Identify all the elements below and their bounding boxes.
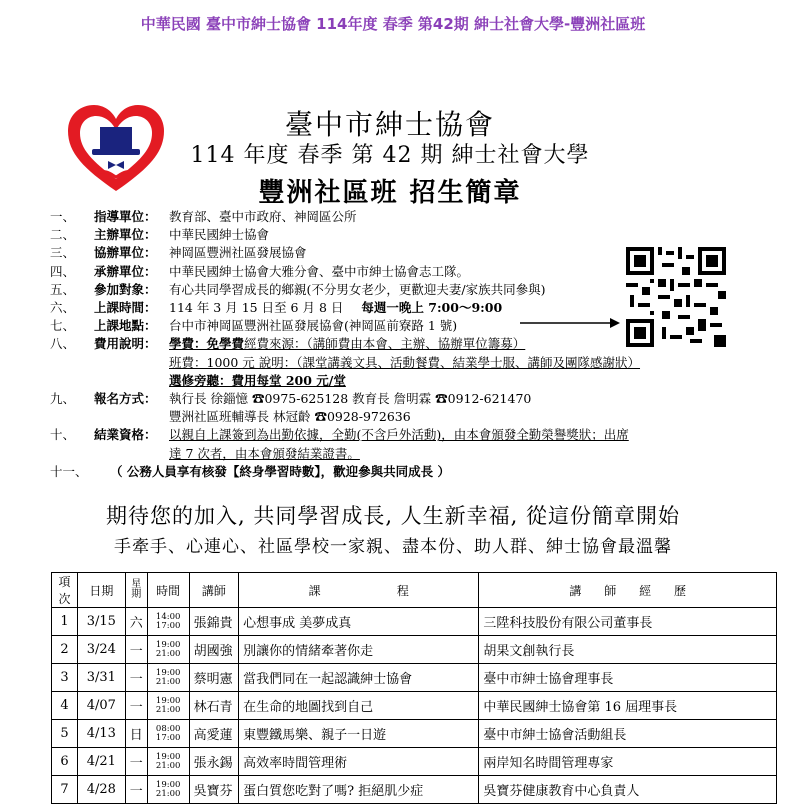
cell-course: 在生命的地圖找到自己 (239, 692, 479, 720)
table-row (52, 720, 777, 748)
header-title: 臺中市紳士協會 (284, 108, 495, 141)
cell-course: 蛋白質您吃對了嗎? 拒絕肌少症 (239, 776, 479, 804)
time-start: 19:00 (155, 695, 181, 706)
info-row (50, 372, 750, 390)
time-end: 21:00 (155, 704, 181, 715)
info-key: 指導單位： (94, 209, 157, 224)
info-row (50, 354, 750, 372)
info-key: 結業資格： (94, 427, 157, 443)
col-header-time: 時間 (147, 573, 189, 608)
cell-date: 3/15 (77, 608, 125, 636)
info-num: 四、 (50, 263, 76, 279)
info-key: 上課地點： (94, 318, 157, 334)
info-num: 八、 (50, 336, 76, 352)
cell-course: 心想事成 美夢成真 (239, 608, 479, 636)
cell-experience: 臺中市紳士協會理事長 (479, 664, 777, 692)
info-value: 台中市神岡區豐洲社區發展協會(神岡區前寮路 1 號) (169, 318, 458, 334)
cell-time (147, 636, 189, 664)
info-value: 中華民國紳士協會大雅分會、臺中市紳士協會志工隊。 (169, 263, 470, 279)
cell-index: 1 (52, 608, 78, 636)
time-start: 19:00 (155, 779, 181, 790)
cell-time (147, 692, 189, 720)
time-end: 21:00 (155, 788, 181, 799)
cell-experience: 中華民國紳士協會第 16 屆理事長 (479, 692, 777, 720)
time-end: 21:00 (155, 760, 181, 771)
cell-course: 當我們同在一起認識紳士協會 (239, 664, 479, 692)
table-row (52, 664, 777, 692)
association-logo (64, 103, 168, 195)
cell-date: 4/21 (77, 748, 125, 776)
cell-index: 7 (52, 776, 78, 804)
info-num: 五、 (50, 281, 76, 297)
info-row (50, 390, 750, 408)
cell-weekday: 一 (125, 748, 147, 776)
info-row (50, 445, 750, 463)
info-row (50, 426, 750, 444)
info-row (50, 408, 750, 426)
cell-index: 4 (52, 692, 78, 720)
cell-date: 3/24 (77, 636, 125, 664)
cell-course: 高效率時間管理術 (239, 748, 479, 776)
info-value: 114 年 3 月 15 日至 6 月 8 日 (169, 300, 344, 316)
cell-experience: 三陞科技股份有限公司董事長 (479, 608, 777, 636)
cell-lecturer: 高愛蓮 (189, 720, 239, 748)
table-row (52, 776, 777, 804)
qr-code[interactable] (626, 247, 726, 347)
info-key: 參加對象： (94, 281, 157, 297)
table-row (52, 748, 777, 776)
info-row (50, 226, 750, 244)
tuition-free: 學費：免學費 (169, 336, 245, 352)
cell-date: 4/13 (77, 720, 125, 748)
top-banner: 中華民國 臺中市紳士協會 114年度 春季 第42期 紳士社會大學-豐洲社區班 (140, 15, 646, 33)
audit-fee: 選修旁聽：費用每堂 200 元/堂 (169, 372, 346, 388)
info-row (50, 463, 750, 481)
cell-date: 3/31 (77, 664, 125, 692)
info-key: 上課時間： (94, 300, 157, 316)
info-value: 有心共同學習成長的鄉親(不分男女老少，更歡迎夫妻/家族共同參與) (169, 281, 546, 297)
time-start: 19:00 (155, 667, 181, 678)
info-num: 十、 (50, 427, 76, 443)
cell-experience: 吳寶芬健康教育中心負責人 (479, 776, 777, 804)
info-key: 協辦單位： (94, 245, 157, 261)
info-value: 中華民國紳士協會 (169, 227, 270, 243)
table-header-row (52, 573, 777, 608)
graduation-rule-cont: 達 7 次者，由本會頒發結業證書。 (169, 445, 360, 461)
info-num: 六、 (50, 300, 76, 316)
time-end: 17:00 (155, 732, 181, 743)
time-start: 08:00 (155, 723, 181, 734)
info-row (50, 208, 750, 226)
cell-experience: 臺中市紳士協會活動組長 (479, 720, 777, 748)
info-num: 三、 (50, 245, 76, 261)
class-fee: 班費：1000 元 說明：（課堂講義文具、活動餐費、結業學士服、講師及團隊感謝狀） (169, 354, 641, 370)
info-num: 十一、 (50, 463, 88, 479)
info-value: 神岡區豐洲社區發展協會 (169, 245, 307, 261)
info-num: 一、 (50, 209, 76, 224)
cell-weekday: 一 (125, 692, 147, 720)
civil-servant-note: （ 公務人員享有核發【終身學習時數】，歡迎參與共同成長 ） (110, 463, 450, 479)
cell-time (147, 608, 189, 636)
cell-index: 2 (52, 636, 78, 664)
info-value: 教育部、臺中市政府、神岡區公所 (169, 209, 357, 224)
info-key: 報名方式： (94, 391, 157, 407)
time-start: 19:00 (155, 751, 181, 762)
cell-lecturer: 吳寶芬 (189, 776, 239, 804)
info-key: 承辦單位： (94, 263, 157, 279)
cell-date: 4/07 (77, 692, 125, 720)
class-time: 每週一晚上 7:00～9:00 (361, 300, 503, 316)
time-end: 21:00 (155, 676, 181, 687)
cell-weekday: 一 (125, 664, 147, 692)
slogan-secondary: 手牽手、心連心、社區學校一家親、盡本份、助人群、紳士協會最溫馨 (114, 537, 672, 557)
time-end: 21:00 (155, 648, 181, 659)
table-row (52, 608, 777, 636)
contact-2: 豐洲社區班輔導長 林冠齡 ☎0928-972636 (169, 409, 411, 425)
cell-experience: 兩岸知名時間管理專家 (479, 748, 777, 776)
cell-weekday: 一 (125, 776, 147, 804)
cell-weekday: 一 (125, 636, 147, 664)
cell-time (147, 748, 189, 776)
cell-time (147, 720, 189, 748)
info-num: 二、 (50, 227, 76, 243)
time-start: 19:00 (155, 639, 181, 650)
table-row (52, 692, 777, 720)
col-header-experience: 講 師 經 歷 (479, 573, 777, 608)
col-header-weekday: 星期 (125, 573, 147, 608)
cell-course: 東豐鐵馬樂、親子一日遊 (239, 720, 479, 748)
cell-lecturer: 張錦貴 (189, 608, 239, 636)
cell-experience: 胡果文創執行長 (479, 636, 777, 664)
cell-index: 5 (52, 720, 78, 748)
cell-time (147, 776, 189, 804)
col-header-course: 課 程 (239, 573, 479, 608)
time-start: 14:00 (155, 611, 181, 622)
cell-course: 別讓你的情緒牽著你走 (239, 636, 479, 664)
cell-index: 6 (52, 748, 78, 776)
table-row (52, 636, 777, 664)
info-num: 七、 (50, 318, 76, 334)
col-header-index: 項次 (52, 573, 78, 608)
contact-1: 執行長 徐錙憶 ☎0975-625128 教育長 詹明霖 ☎0912-621470 (169, 391, 532, 407)
cell-time (147, 664, 189, 692)
cell-lecturer: 張永錫 (189, 748, 239, 776)
info-key: 費用說明： (94, 336, 157, 352)
graduation-rule: 以親自上課簽到為出勤依據，全勤(不含戶外活動)，由本會頒發全勤榮譽獎狀；出席 (169, 427, 629, 443)
cell-lecturer: 胡國強 (189, 636, 239, 664)
cell-weekday: 六 (125, 608, 147, 636)
header-subtitle: 114 年度 春季 第 42 期 紳士社會大學 (190, 143, 590, 168)
cell-lecturer: 林石青 (189, 692, 239, 720)
cell-index: 3 (52, 664, 78, 692)
schedule-table (51, 572, 777, 804)
info-num: 九、 (50, 391, 76, 407)
info-key: 主辦單位： (94, 227, 157, 243)
funding-source: 經費來源：（講師費由本會、主辦、協辦單位籌募） (244, 336, 526, 352)
arrow-right-icon (520, 316, 620, 330)
cell-weekday: 日 (125, 720, 147, 748)
time-end: 17:00 (155, 620, 181, 631)
header-main-title: 豐洲社區班 招生簡章 (258, 178, 522, 208)
cell-date: 4/28 (77, 776, 125, 804)
col-header-date: 日期 (77, 573, 125, 608)
slogan-primary: 期待您的加入, 共同學習成長, 人生新幸福, 從這份簡章開始 (105, 504, 681, 528)
col-header-lecturer: 講師 (189, 573, 239, 608)
cell-lecturer: 蔡明憲 (189, 664, 239, 692)
